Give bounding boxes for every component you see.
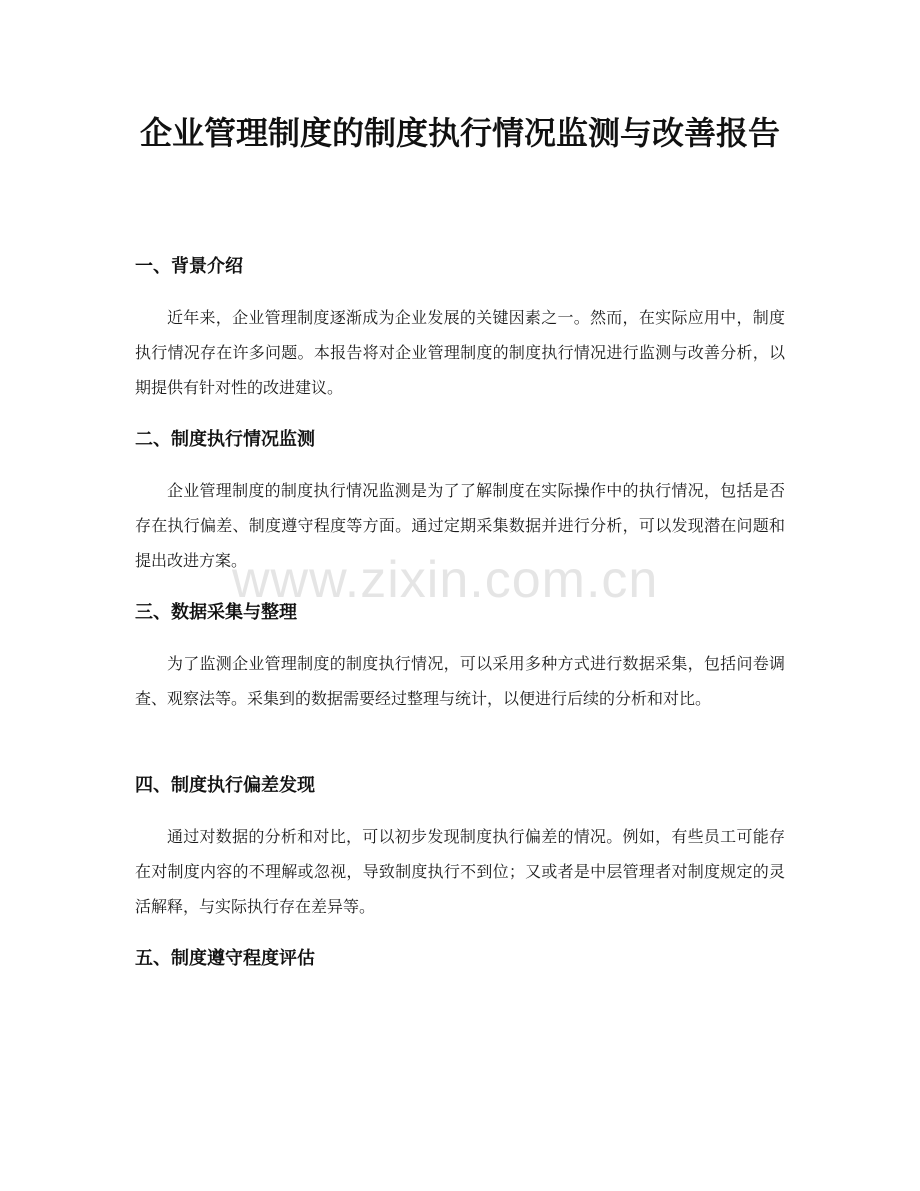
section-heading-data-collection: 三、数据采集与整理 (135, 602, 297, 623)
section-heading-deviation: 四、制度执行偏差发现 (135, 775, 315, 796)
section-heading-monitoring: 二、制度执行情况监测 (135, 429, 315, 450)
document-title: 企业管理制度的制度执行情况监测与改善报告 (139, 114, 780, 152)
watermark: www.zixin.com.cn (232, 551, 659, 609)
section-paragraph-deviation: 通过对数据的分析和对比，可以初步发现制度执行偏差的情况。例如，有些员工可能存在对制度内容的不理解或忽视，导致制度执行不到位；又或者是中层管理者对制度规定的灵活解释，与实际执行存在差异等。 (135, 827, 785, 916)
section-paragraph-monitoring: 企业管理制度的制度执行情况监测是为了了解制度在实际操作中的执行情况，包括是否存在执行偏差、制度遵守程度等方面。通过定期采集数据并进行分析，可以发现潜在问题和提出改进方案。 (135, 481, 785, 570)
section-paragraph-background: 近年来，企业管理制度逐渐成为企业发展的关键因素之一。然而，在实际应用中，制度执行情况存在许多问题。本报告将对企业管理制度的制度执行情况进行监测与改善分析，以期提供有针对性的改进建议。 (135, 308, 785, 397)
section-heading-compliance: 五、制度遵守程度评估 (135, 948, 315, 969)
section-paragraph-data-collection: 为了监测企业管理制度的制度执行情况，可以采用多种方式进行数据采集，包括问卷调查、观察法等。采集到的数据需要经过整理与统计，以便进行后续的分析和对比。 (135, 654, 785, 708)
section-heading-background: 一、背景介绍 (135, 256, 243, 277)
